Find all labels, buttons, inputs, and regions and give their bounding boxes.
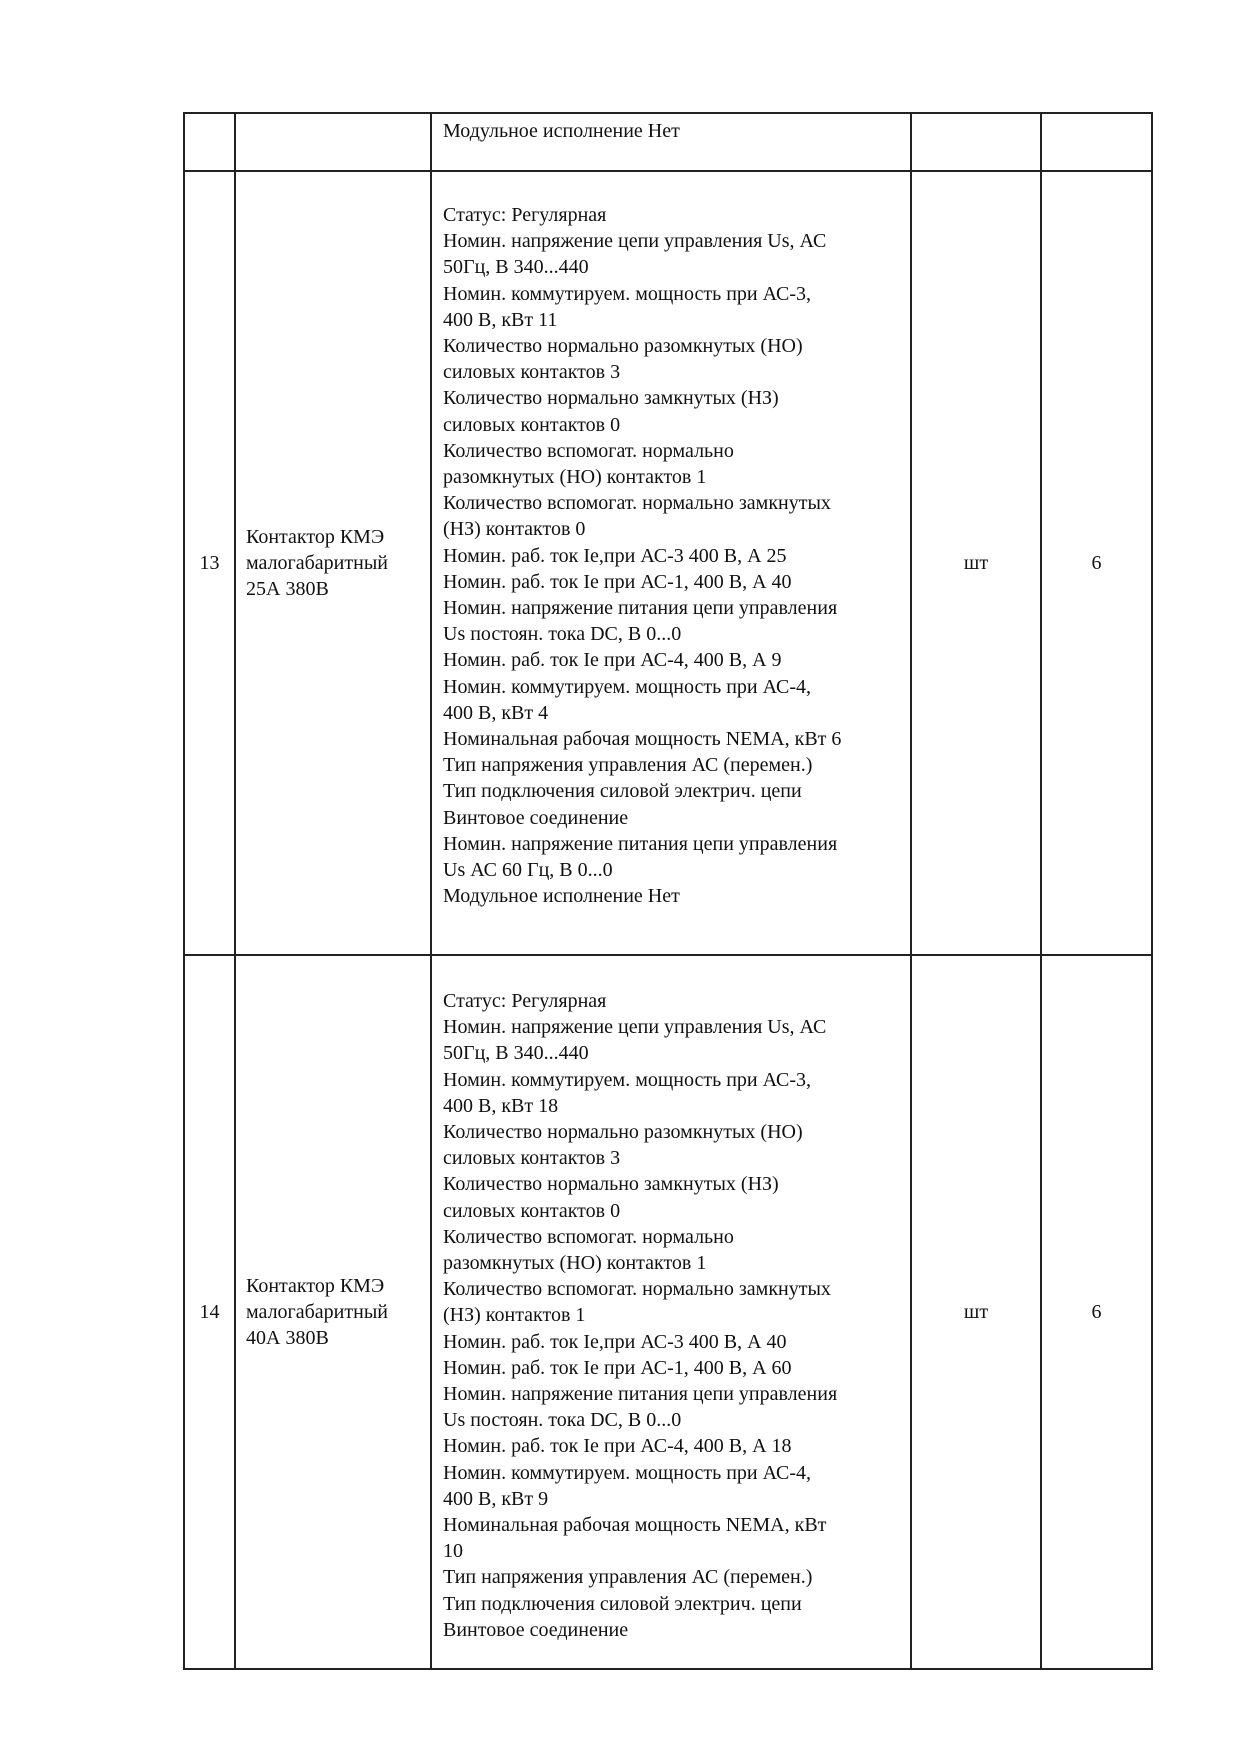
spec-line: Модульное исполнение Нет xyxy=(443,885,680,908)
item-spec-cell xyxy=(431,955,911,1669)
spec-line: Us постоян. тока DC, В 0...0 xyxy=(443,1409,682,1432)
spec-line: Us АС 60 Гц, В 0...0 xyxy=(443,859,613,882)
spec-line: 400 В, кВт 18 xyxy=(443,1094,559,1117)
spec-line: Номин. коммутируем. мощность при АС-3, xyxy=(443,282,812,305)
item-qty-cell: 6 xyxy=(1041,955,1152,1669)
item-unit-cell xyxy=(911,113,1041,171)
spec-line: Количество нормально замкнутых (НЗ) xyxy=(443,387,779,410)
spec-line: силовых контактов 3 xyxy=(443,1147,621,1170)
spec-line: Номин. напряжение цепи управления Us, АС xyxy=(443,230,827,253)
spec-line: Номин. напряжение питания цепи управления xyxy=(443,597,838,620)
specification-table xyxy=(183,112,1153,1670)
spec-line: Количество нормально разомкнутых (НО) xyxy=(443,335,803,358)
item-number-cell xyxy=(184,113,235,171)
spec-line: Номин. коммутируем. мощность при АС-3, xyxy=(443,1068,812,1091)
spec-line: Количество вспомогат. нормально xyxy=(443,1225,734,1248)
item-qty-cell xyxy=(1041,113,1152,171)
item-spec-cell xyxy=(431,113,911,171)
item-name-cell xyxy=(235,113,431,171)
spec-line: Номин. раб. ток Ie,при АС-3 400 В, А 40 xyxy=(443,1330,787,1353)
item-name-cell: Контактор КМЭ малогабаритный 25А 380В xyxy=(235,171,431,955)
spec-line: Номин. раб. ток Ie при АС-1, 400 В, А 40 xyxy=(443,570,792,593)
spec-line: 50Гц, В 340...440 xyxy=(443,256,589,279)
spec-line: 10 xyxy=(443,1540,463,1563)
spec-line: Количество вспомогат. нормально xyxy=(443,439,734,462)
spec-line: Номин. раб. ток Ie,при АС-3 400 В, А 25 xyxy=(443,544,787,567)
spec-line: (НЗ) контактов 0 xyxy=(443,518,586,541)
item-unit-cell: шт xyxy=(911,171,1041,955)
spec-line: разомкнутых (НО) контактов 1 xyxy=(443,466,707,489)
spec-line: Номин. коммутируем. мощность при АС-4, xyxy=(443,675,812,698)
spec-line: силовых контактов 3 xyxy=(443,361,621,384)
spec-line: Us постоян. тока DC, В 0...0 xyxy=(443,623,682,646)
spec-line: Тип подключения силовой электрич. цепи xyxy=(443,780,802,803)
table-row-item-13 xyxy=(184,171,1152,955)
item-unit-cell: шт xyxy=(911,955,1041,1669)
spec-line: Номин. напряжение питания цепи управления xyxy=(443,1383,838,1406)
item-name-cell: Контактор КМЭ малогабаритный 40А 380В xyxy=(235,955,431,1669)
spec-line: Статус: Регулярная xyxy=(443,990,607,1012)
spec-line: Номинальная рабочая мощность NEMA, кВт 6 xyxy=(443,728,842,751)
spec-line: Тип подключения силовой электрич. цепи xyxy=(443,1592,802,1615)
spec-line: силовых контактов 0 xyxy=(443,1199,621,1222)
table-row-continuation xyxy=(184,113,1152,171)
spec-line: Количество нормально замкнутых (НЗ) xyxy=(443,1173,779,1196)
spec-line: Количество вспомогат. нормально замкнутых xyxy=(443,492,831,515)
item-number-cell: 13 xyxy=(184,171,235,955)
item-qty-cell: 6 xyxy=(1041,171,1152,955)
spec-line: Тип напряжения управления АС (перемен.) xyxy=(443,754,813,777)
spec-line: (НЗ) контактов 1 xyxy=(443,1304,586,1327)
spec-line: 400 В, кВт 11 xyxy=(443,308,558,331)
spec-line: 50Гц, В 340...440 xyxy=(443,1042,589,1065)
spec-line: силовых контактов 0 xyxy=(443,413,621,436)
spec-line: 400 В, кВт 9 xyxy=(443,1487,549,1510)
spec-line: Номин. коммутируем. мощность при АС-4, xyxy=(443,1461,812,1484)
spec-line: Номинальная рабочая мощность NEMA, кВт xyxy=(443,1514,827,1537)
item-spec-cell xyxy=(431,171,911,955)
spec-line: Номин. напряжение питания цепи управления xyxy=(443,832,838,855)
spec-line: Номин. напряжение цепи управления Us, АС xyxy=(443,1016,827,1039)
spec-line: Номин. раб. ток Ie при АС-4, 400 В, А 18 xyxy=(443,1435,792,1458)
table-row-item-14 xyxy=(184,955,1152,1669)
spec-line: Номин. раб. ток Ie при АС-4, 400 В, А 9 xyxy=(443,649,782,672)
spec-line: 400 В, кВт 4 xyxy=(443,701,549,724)
spec-line: Модульное исполнение Нет xyxy=(443,120,680,142)
spec-line: разомкнутых (НО) контактов 1 xyxy=(443,1252,707,1275)
spec-line: Винтовое соединение xyxy=(443,1618,629,1641)
spec-line: Количество нормально разомкнутых (НО) xyxy=(443,1121,803,1144)
spec-line: Номин. раб. ток Ie при АС-1, 400 В, А 60 xyxy=(443,1356,792,1379)
spec-line: Винтовое соединение xyxy=(443,806,629,829)
spec-line: Тип напряжения управления АС (перемен.) xyxy=(443,1566,813,1589)
spec-line: Количество вспомогат. нормально замкнутых xyxy=(443,1278,831,1301)
item-number-cell: 14 xyxy=(184,955,235,1669)
spec-line: Статус: Регулярная xyxy=(443,204,607,226)
